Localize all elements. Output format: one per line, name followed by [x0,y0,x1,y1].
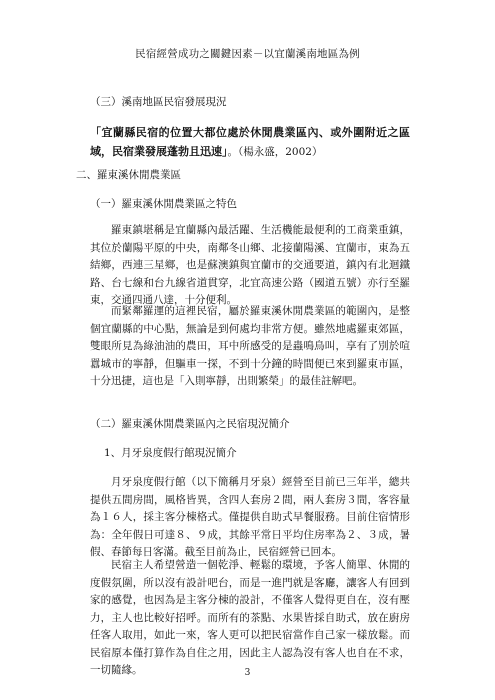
section-2-2-1-heading: 1、月牙泉度假行館現況簡介 [104,447,237,459]
paragraph-moon-spring-overview: 月牙泉度假行館（以下簡稱月牙泉）經營至目前已三年半，總共提供五間房間，風格皆異，含四人套房２間，兩人套房３間，客容量為１６人，採主客分棟格式。僅提供自助式早餐服務。目前住宿情形為：全年假日可達８、９成，其餘平常日平均住房率為２、３成，暑假、春節每日客滿。截至目前為止，民宿經營已回本。 [90,476,410,558]
quote-bold-text: 「宜蘭縣民宿的位置大都位處於休閒農業區內、或外圍附近之區域，民宿業發展蓬勃且迅速」 [90,126,410,158]
quote-citation: 。（楊永盛，2002） [227,145,323,158]
section-3-heading: （三）溪南地區民宿發展現況 [90,96,227,108]
section-2-heading: 二、羅東溪休閒農業區 [76,169,181,181]
section-2-1-heading: （一）羅東溪休閒農業區之特色 [90,198,237,210]
paragraph-location: 而緊鄰羅運的這裡民宿，屬於羅東溪休閒農業區的範圍內，是整個宜蘭縣的中心點，無論是到何處均非常方便。雖然地處羅東郊區，雙眼所見為綠油油的農田，耳中所感受的是蟲鳴鳥叫，享有了別於喧囂城市的寧靜，但驅車一探，不到十分鐘的時間便已來到羅東市區，十分迅捷，這也是「入則寧靜，出則繁榮」的最佳註解吧。 [90,305,410,387]
quote-paragraph [90,124,410,161]
paragraph-luodong-features: 羅東鎮堪稱是宜蘭縣內最活躍、生活機能最便利的工商業重鎮，其位於蘭陽平原的中央，南鄰冬山鄉、北接蘭陽溪、宜蘭市，東為五結鄉，西連三星鄉，也是蘇澳鎮與宜蘭市的交通要道，鎮內有北迴鐵路、台七線和台九線省道貫穿，北宜高速公路（國道五號）亦行至羅東，交通四通八達，十分便利。 [90,224,410,306]
section-2-2-heading: （二）羅東溪休閒農業區內之民宿現況簡介 [90,418,290,430]
page-number: 3 [244,668,251,678]
paragraph-host-philosophy: 民宿主人希望營造一個乾淨、輕鬆的環境，予客人簡單、休閒的度假氛圍，所以沒有設計吧台，而是一進門就是客廳，讓客人有回到家的感覺，也因為是主客分棟的設計，不僅客人覺得更自在，沒有壓力，主人也比較好招呼。而所有的茶點、水果皆採自助式，放在廚房任客人取用，如此一來，客人更可以把民宿當作自己家一樣放鬆。而民宿原本僅打算作為自住之用，因此主人認為沒有客人也自在不求，一切隨緣。 [90,559,410,676]
page-header-title: 民宿經營成功之關鍵因素－以宜蘭溪南地區為例 [135,48,360,60]
